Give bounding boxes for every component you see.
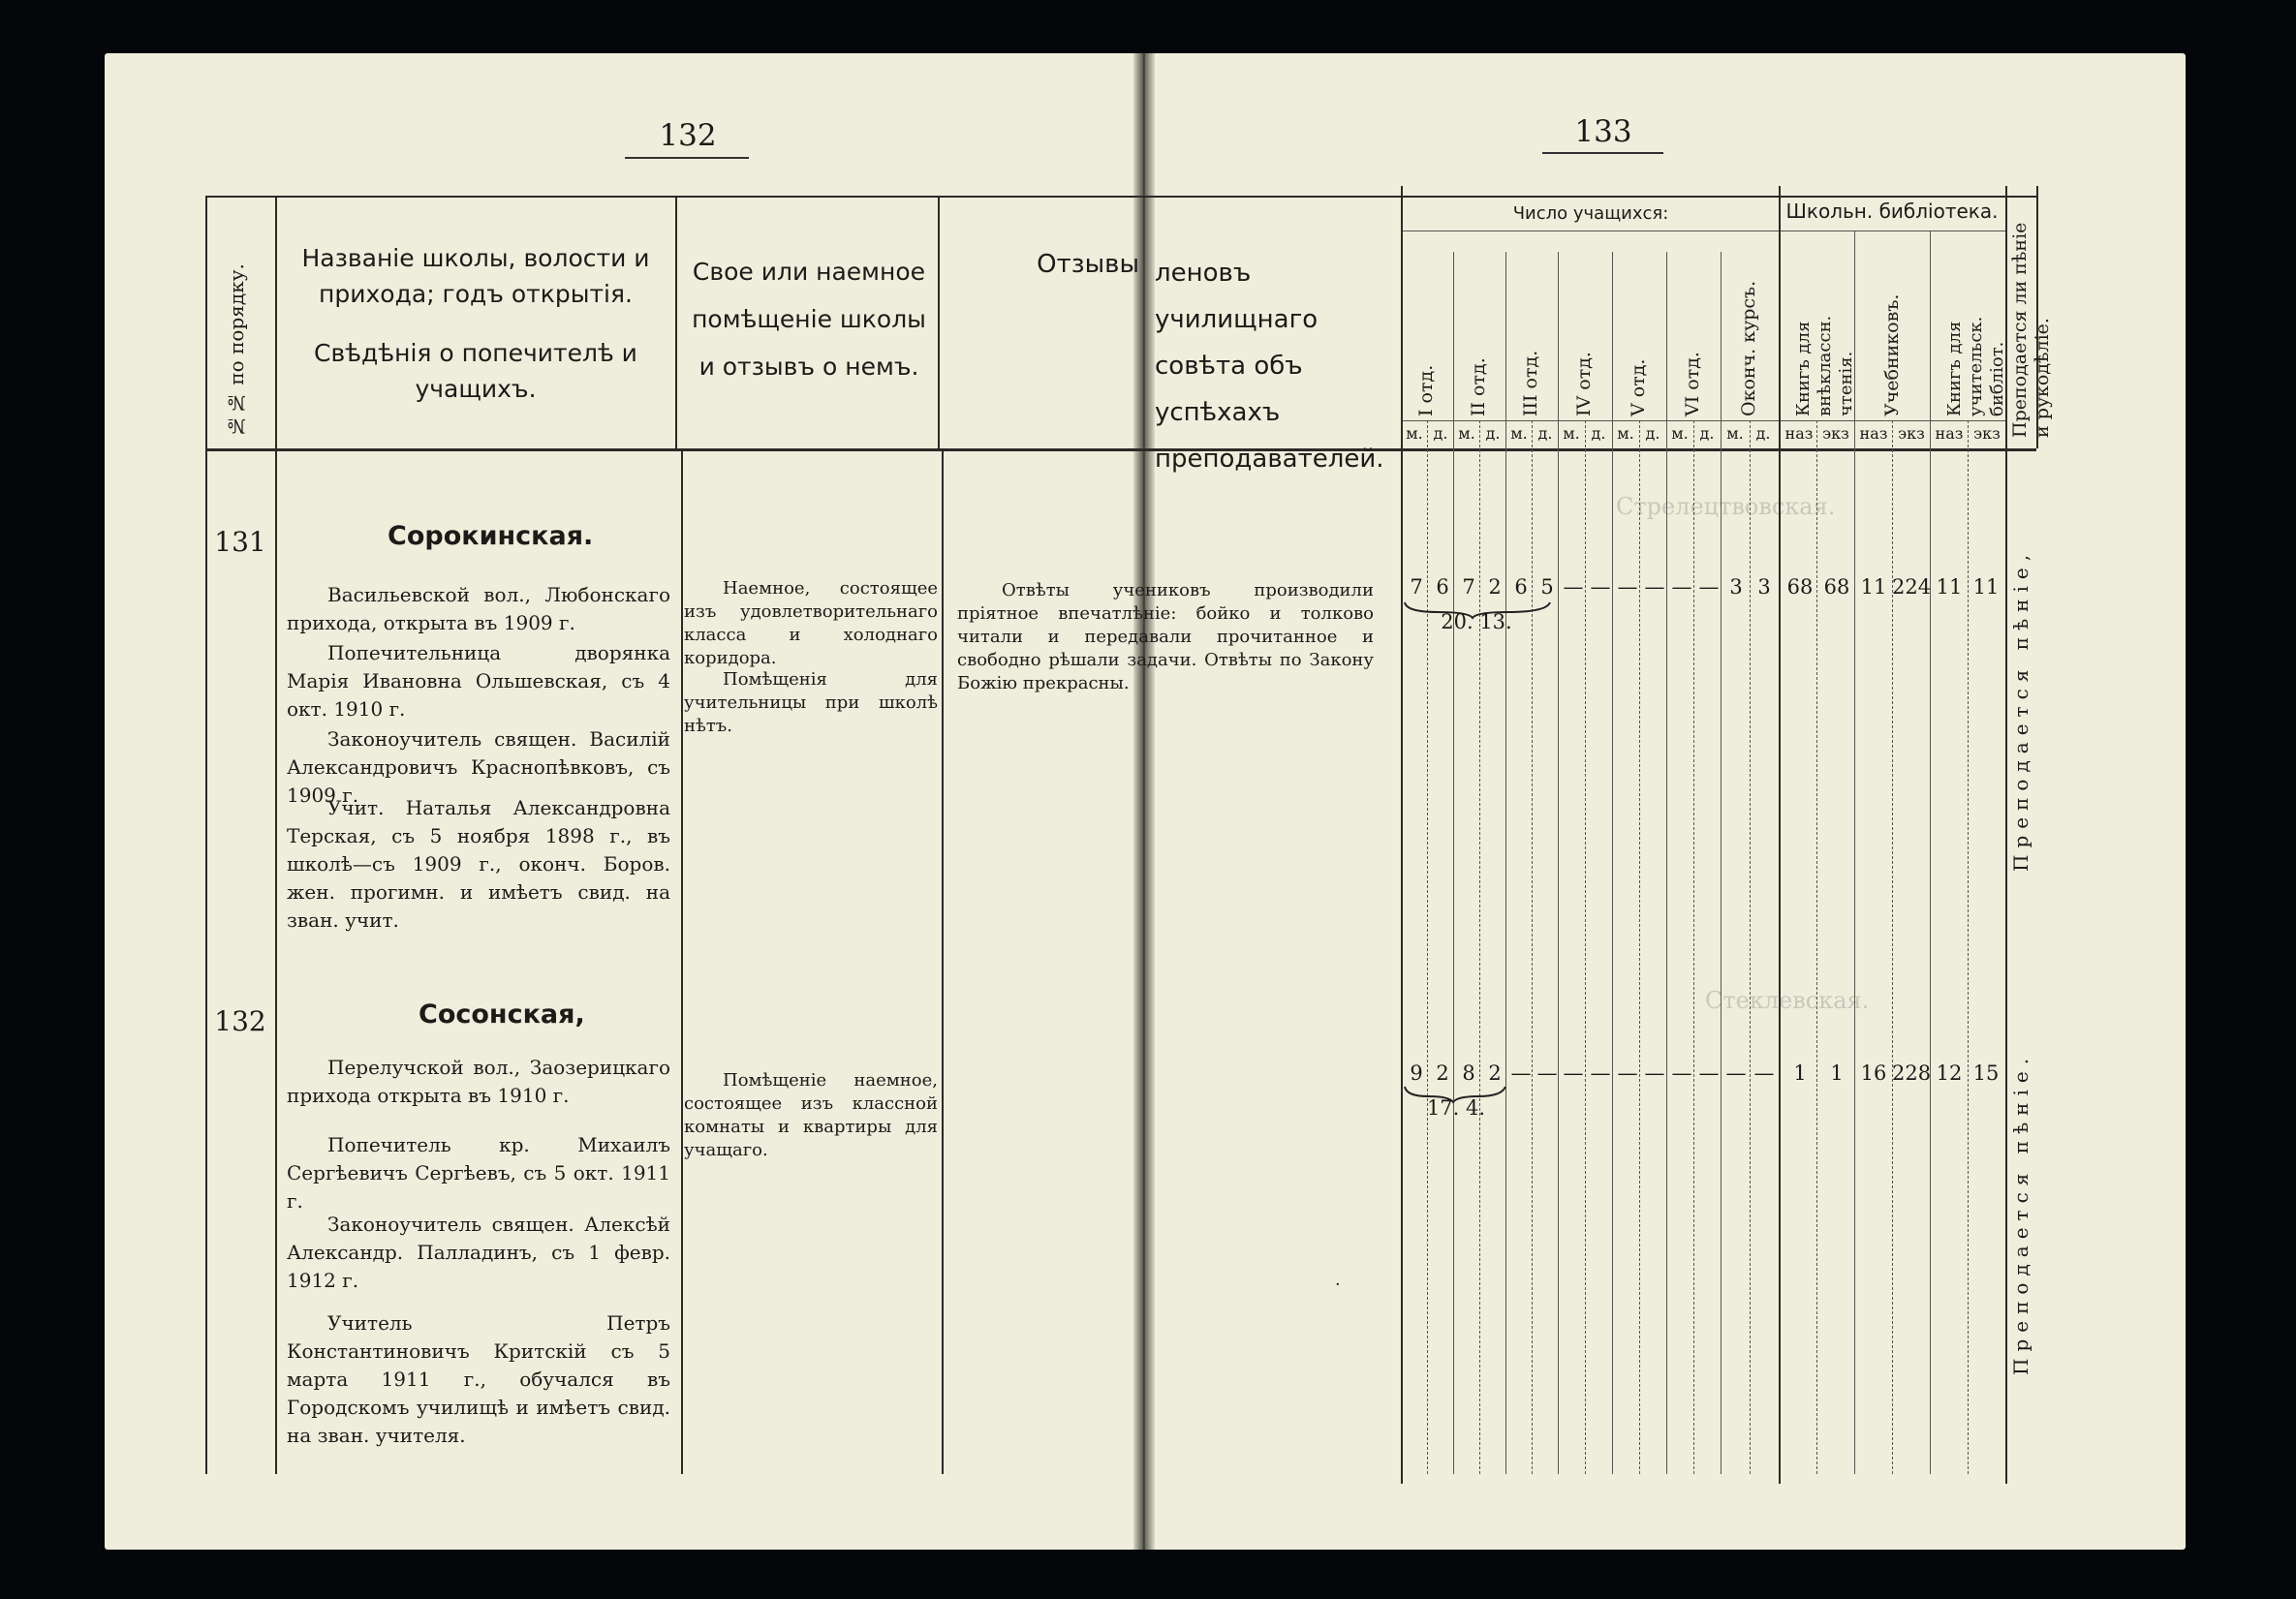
bleed-text: Стрелецтвовская. <box>1616 493 1836 520</box>
header-teacher-library: Книгъ для учительск. библіот. <box>1944 316 2007 416</box>
header-grade-3: III отд. <box>1520 350 1541 416</box>
header-extracurricular-books: Книгъ для внѣклассн. чтенія. <box>1793 315 1856 416</box>
trustee-info: Попечитель кр. Михаилъ Сергѣевичъ Сергѣевъ, съ 5 окт. 1911 г. <box>287 1133 670 1213</box>
singing-note: Преподается пѣніе. <box>2009 1051 2032 1375</box>
stray-mark: · <box>1335 1275 1341 1295</box>
school-name: Сорокинская. <box>388 521 594 551</box>
premises-info: Наемное, состоящее изъ удовлетворительнаго класса и холоднаго коридора. <box>684 578 938 668</box>
header-trustee-info: Свѣдѣнія о попечителѣ и учащихъ. <box>314 339 637 403</box>
bleed-text: Стеклевская. <box>1705 987 1870 1014</box>
teacher-info: Учит. Наталья Александровна Терская, съ 5 ноября 1898 г., въ школѣ—съ 1909 г., оконч. Боров. жен. прогимн. и имѣетъ свид. на зван. учит. <box>287 796 670 932</box>
header-singing: Преподается ли пѣніе и рукодѣліе. <box>2009 222 2053 438</box>
school-name: Сосонская, <box>419 999 585 1030</box>
trustee-info: Попечительница дворянка Марія Ивановна Ольшевская, съ 4 окт. 1910 г. <box>287 641 670 721</box>
header-grade-6: VI отд. <box>1682 352 1703 416</box>
header-grade-4: IV отд. <box>1573 352 1595 416</box>
header-grade-5: V отд. <box>1628 358 1649 416</box>
header-premises: Свое или наемное помѣщеніе школы и отзывъ о немъ. <box>692 258 926 381</box>
header-students-count: Число учащихся: <box>1512 203 1669 224</box>
parish-info: Васильевской вол., Любонскаго прихода, открыта въ 1909 г. <box>287 583 670 634</box>
header-reviews-right: леновъ училищнаго совѣта объ успѣхахъ преподавателей. <box>1155 259 1384 474</box>
header-reviews-left: Отзывы <box>1037 250 1139 279</box>
entry-number: 132 <box>214 1005 266 1037</box>
header-grade-1: I отд. <box>1415 364 1437 416</box>
singing-note: Преподается пѣніе, <box>2009 547 2032 872</box>
student-totals: 20. 13. <box>1441 610 1512 633</box>
header-grade-2: II отд. <box>1468 357 1489 416</box>
entry-number: 131 <box>214 526 266 558</box>
student-totals: 17. 4. <box>1426 1096 1486 1120</box>
page-number-rule <box>625 157 749 159</box>
council-review: Отвѣты учениковъ производили пріятное впечатлѣніе: бойко и толково читали и передавали прочитанное и свободно рѣшали задачи. Отвѣты по Закону Божію прекрасны. <box>957 580 1374 693</box>
catechist-info: Законоучитель священ. Василій Александровичъ Краснопѣвковъ, съ 1909 г. <box>287 727 670 807</box>
page-number-right: 133 <box>1574 114 1632 149</box>
header-school-library: Школьн. библіотека. <box>1785 200 1999 223</box>
header-textbooks: Учебниковъ. <box>1881 293 1903 416</box>
header-graduated: Оконч. курсъ. <box>1738 280 1759 416</box>
page-number-rule <box>1542 152 1663 154</box>
catechist-info: Законоучитель священ. Алексѣй Александр. Палладинъ, съ 1 февр. 1912 г. <box>287 1213 670 1292</box>
teacher-info: Учитель Петръ Константиновичъ Критскій съ 5 марта 1911 г., обучался въ Городскомъ училищѣ и имѣетъ свид. на зван. учителя. <box>287 1311 670 1447</box>
page-number-left: 132 <box>659 118 717 153</box>
premises-teacher-housing: Помѣщенія для учительницы при школѣ нѣтъ. <box>684 669 938 736</box>
header-number: №№ по порядку. <box>225 263 248 438</box>
premises-info: Помѣщеніе наемное, состоящее изъ классной комнаты и квартиры для учащаго. <box>684 1070 938 1160</box>
header-school-name: Названіе школы, волости и прихода; годъ открытія. <box>301 244 650 308</box>
parish-info: Перелучской вол., Заозерицкаго прихода открыта въ 1910 г. <box>287 1056 670 1107</box>
